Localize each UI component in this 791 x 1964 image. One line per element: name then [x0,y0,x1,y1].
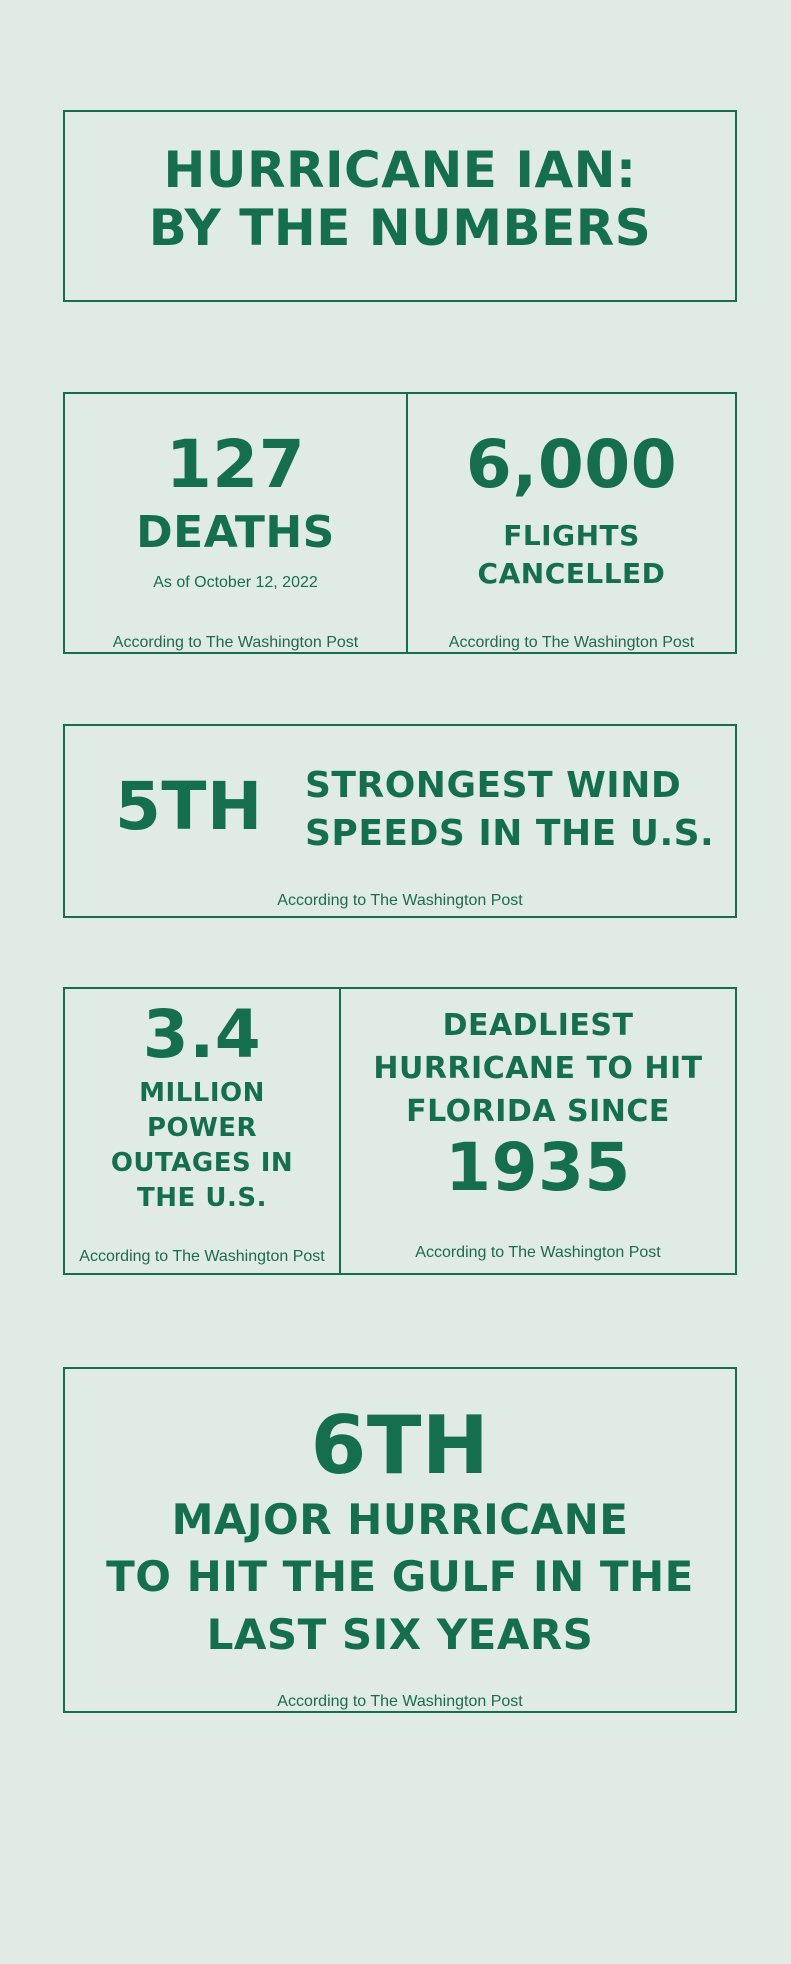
outages-line-1: MILLION [139,1078,265,1108]
deaths-label: DEATHS [136,507,335,558]
deaths-source: According to The Washington Post [112,634,359,651]
wind-source: According to The Washington Post [277,892,523,909]
outages-line-4: THE U.S. [137,1183,267,1213]
major-source: According to The Washington Post [277,1693,523,1710]
outages-line-3: OUTAGES IN [110,1148,294,1178]
deadliest-line-3: FLORIDA SINCE [406,1094,670,1129]
wind-line-1: STRONGEST WIND [305,765,682,806]
major-hurricane-box [63,1367,737,1713]
flights-label-1: FLIGHTS [503,519,640,552]
deaths-panel [65,394,406,652]
wind-rank: 5TH [115,768,263,845]
wind-box [63,724,737,918]
outages-deadliest-box [63,987,737,1275]
page-title-line-2: BY THE NUMBERS [148,199,652,257]
deadliest-line-2: HURRICANE TO HIT [373,1051,703,1086]
major-rank: 6TH [310,1399,490,1492]
major-line-3: LAST SIX YEARS [206,1610,594,1659]
deadliest-line-1: DEADLIEST [442,1008,634,1043]
flights-source: According to The Washington Post [448,634,695,651]
deadliest-year: 1935 [445,1129,631,1206]
major-line-1: MAJOR HURRICANE [171,1495,629,1544]
flights-label-2: CANCELLED [477,557,666,590]
outages-source: According to The Washington Post [79,1248,325,1265]
deaths-note: As of October 12, 2022 [153,574,318,591]
deadliest-panel [341,989,735,1273]
major-line-2: TO HIT THE GULF IN THE [106,1552,694,1601]
outages-number: 3.4 [142,996,262,1073]
deaths-number: 127 [165,426,306,503]
deaths-flights-box [63,392,737,654]
page-title-line-1: HURRICANE IAN: [163,141,637,199]
deadliest-source: According to The Washington Post [415,1244,661,1261]
outages-line-2: POWER [146,1113,258,1143]
flights-panel [408,394,735,652]
flights-number: 6,000 [465,426,678,503]
title-box [63,110,737,302]
wind-line-2: SPEEDS IN THE U.S. [305,813,715,854]
outages-panel [65,989,339,1273]
